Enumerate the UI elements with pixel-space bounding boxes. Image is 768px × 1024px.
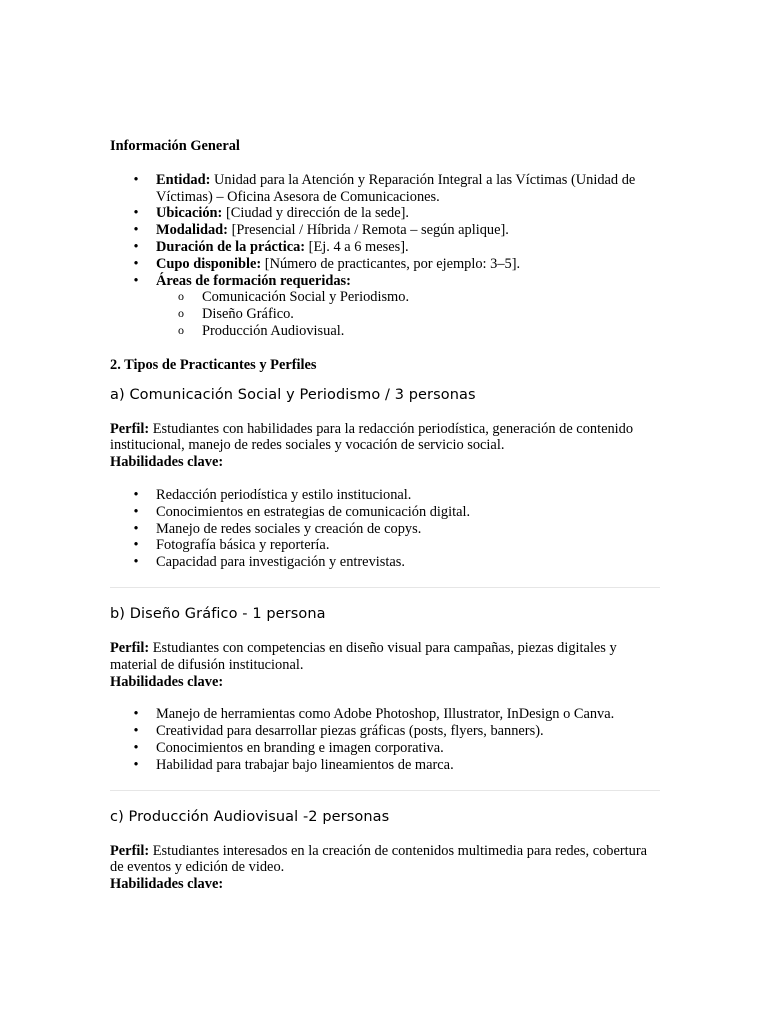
profile-b-skills-label: Habilidades clave: <box>110 673 224 690</box>
list-item: • Redacción periodística y estilo institucional. <box>133 486 412 503</box>
list-item: • Entidad: Unidad para la Atención y Reparación Integral a las Víctimas (Unidad de Víctimas) – Oficina Asesora de Comunicaciones. <box>133 171 636 205</box>
profile-c-title: c) Producción Audiovisual -2 personas <box>110 808 390 825</box>
general-heading: Información General <box>110 138 240 154</box>
list-item: • Conocimientos en estrategias de comunicación digital. <box>133 503 471 520</box>
profile-a-skills <box>110 487 660 571</box>
list-item: • Cupo disponible: [Número de practicantes, por ejemplo: 3–5]. <box>133 255 521 272</box>
list-item: • Conocimientos en branding e imagen corporativa. <box>133 739 444 756</box>
list-item: • Fotografía básica y reportería. <box>133 537 330 554</box>
list-item: • Duración de la práctica: [Ej. 4 a 6 meses]. <box>133 238 409 255</box>
list-item: • Manejo de redes sociales y creación de copys. <box>133 520 422 537</box>
document-content <box>110 138 660 893</box>
list-item: • Ubicación: [Ciudad y dirección de la sede]. <box>133 205 409 222</box>
profile-a-perfil: Perfil: Estudiantes con habilidades para la redacción periodística, generación de contenido institucional, manejo de redes sociales y vocación de servicio social. <box>110 420 634 454</box>
sublist-item: o Comunicación Social y Periodismo. <box>178 289 410 306</box>
profile-a-title: a) Comunicación Social y Periodismo / 3 personas <box>110 386 476 403</box>
list-item: • Capacidad para investigación y entrevistas. <box>133 554 405 571</box>
profile-a-skills-label: Habilidades clave: <box>110 454 224 471</box>
general-info-list <box>110 172 660 340</box>
profile-c-perfil: Perfil: Estudiantes interesados en la creación de contenidos multimedia para redes, cobertura de eventos y edición de video. <box>110 842 648 876</box>
areas-sublist <box>156 289 660 339</box>
sublist-item: o Producción Audiovisual. <box>178 322 345 339</box>
profile-b-perfil: Perfil: Estudiantes con competencias en diseño visual para campañas, piezas digitales y material de difusión institucional. <box>110 639 617 673</box>
profile-c-skills-label: Habilidades clave: <box>110 876 224 893</box>
list-item: • Creatividad para desarrollar piezas gráficas (posts, flyers, banners). <box>133 723 544 740</box>
profile-b-skills <box>110 706 660 773</box>
sublist-item: o Diseño Gráfico. <box>178 306 294 323</box>
section-2-heading: 2. Tipos de Practicantes y Perfiles <box>110 356 317 373</box>
list-item: • Habilidad para trabajar bajo lineamientos de marca. <box>133 756 454 773</box>
list-item: • Modalidad: [Presencial / Híbrida / Remota – según aplique]. <box>133 222 509 239</box>
profile-b-title: b) Diseño Gráfico - 1 persona <box>110 605 326 622</box>
list-item: • Manejo de herramientas como Adobe Photoshop, Illustrator, InDesign o Canva. <box>133 706 615 723</box>
list-item: • Áreas de formación requeridas: o Comunicación Social y Periodismo. o Diseño Gráfico. o Producción Audiovisual. <box>110 273 660 340</box>
